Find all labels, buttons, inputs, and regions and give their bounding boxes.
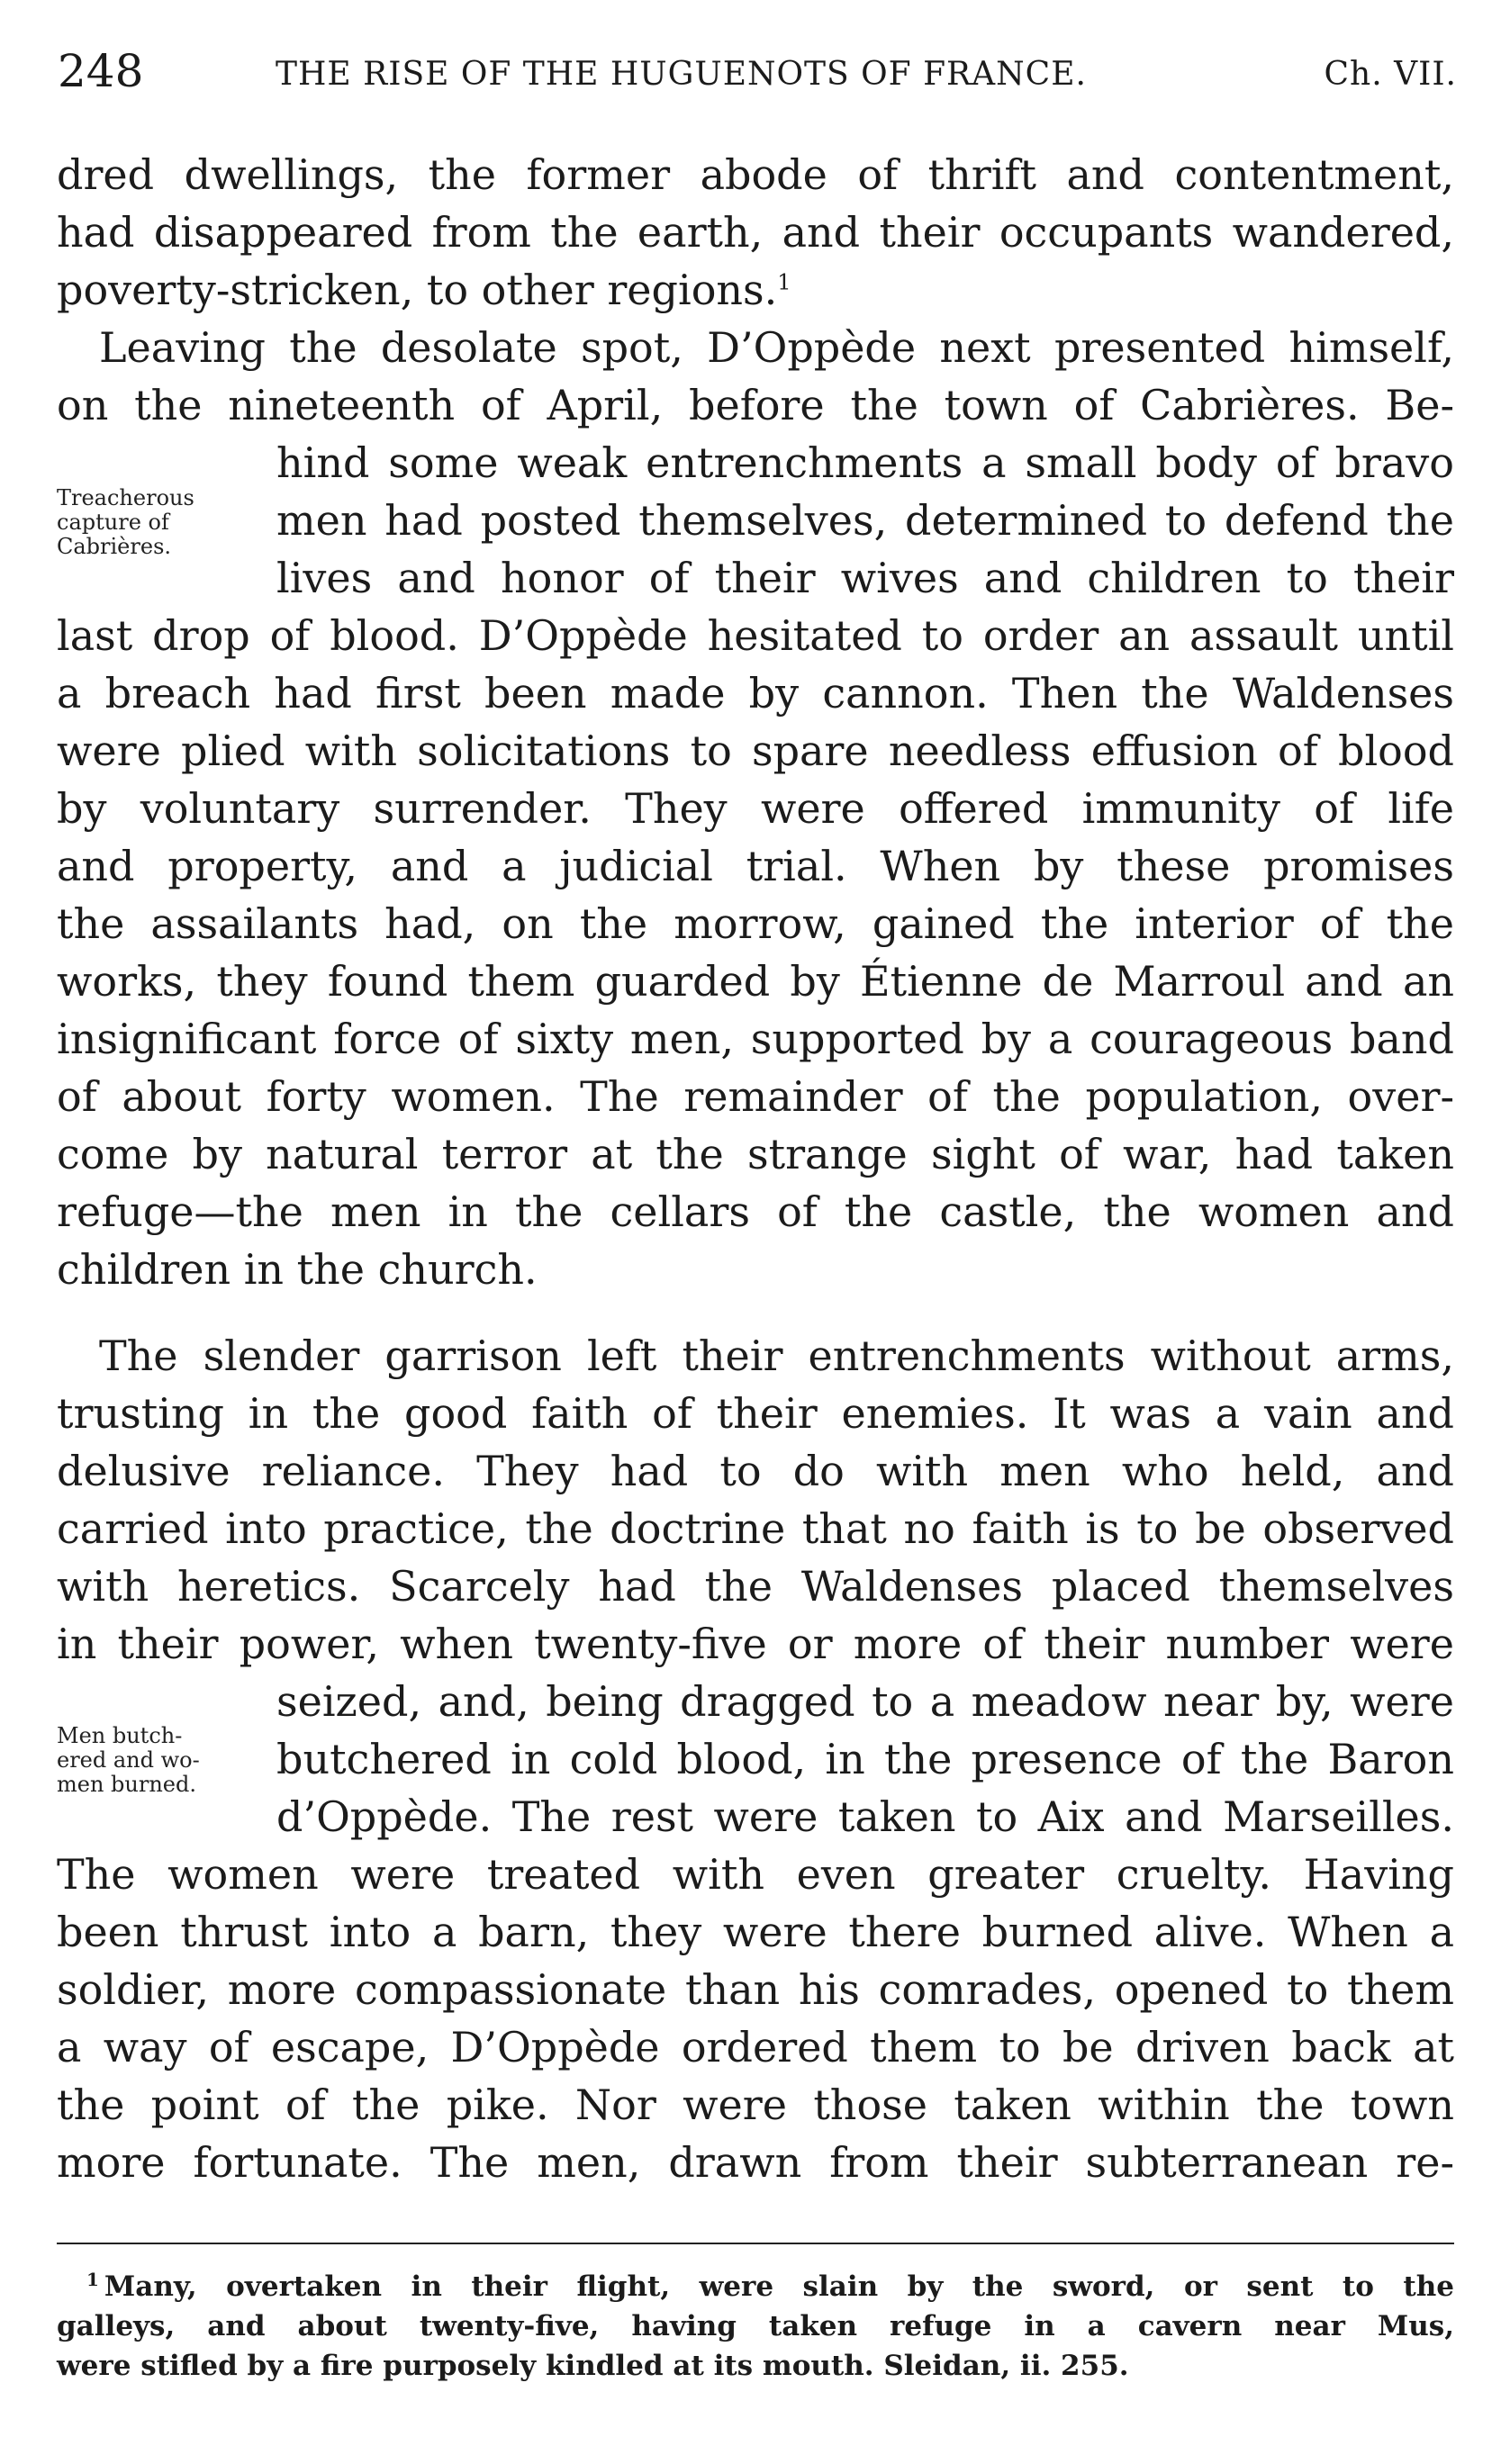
body-line: lives and honor of their wives and children to their xyxy=(276,554,1454,602)
body-line: The women were treated with even greater cruelty. Having xyxy=(57,1850,1454,1899)
body-line: and property, and a judicial trial. When by these promises xyxy=(57,842,1454,890)
body-line: delusive reliance. They had to do with men who held, and xyxy=(57,1447,1454,1495)
body-line: last drop of blood. D’Oppède hesitated to order an assault until xyxy=(57,611,1454,660)
body-line: trusting in the good faith of their enemies. It was a vain and xyxy=(57,1389,1454,1438)
body-line: a way of escape, D’Oppède ordered them to be driven back at xyxy=(57,2023,1454,2071)
footnote-line: were stifled by a fire purposely kindled at its mouth. Sleidan, ii. 255. xyxy=(57,2350,1129,2382)
footnote-line xyxy=(86,2267,1454,2306)
body-line: with heretics. Scarcely had the Waldenses placed themselves xyxy=(57,1562,1454,1611)
body-line: in their power, when twenty-five or more of their number were xyxy=(57,1620,1454,1668)
body-line: hind some weak entrenchments a small body of bravo xyxy=(276,438,1454,487)
footnote-reference: 1 xyxy=(777,269,791,295)
body-line: had disappeared from the earth, and their occupants wandered, xyxy=(57,208,1454,257)
body-line: dred dwellings, the former abode of thrift and contentment, xyxy=(57,150,1454,199)
margin-note: Treacherous capture of Cabrières. xyxy=(57,485,194,559)
body-line: works, they found them guarded by Étienne de Marroul and an xyxy=(57,957,1454,1006)
body-line: a breach had first been made by cannon. Then the Waldenses xyxy=(57,669,1454,718)
body-line: were plied with solicitations to spare needless effusion of blood xyxy=(57,727,1454,775)
body-line: of about forty women. The remainder of the population, over- xyxy=(57,1072,1454,1121)
body-line: on the nineteenth of April, before the town of Cabrières. Be- xyxy=(57,381,1454,429)
footnote-text: Many, overtaken in their flight, were slain by the sword, or sent to the xyxy=(104,2270,1454,2303)
running-head xyxy=(52,38,1457,101)
body-line: d’Oppède. The rest were taken to Aix and Marseilles. xyxy=(276,1792,1454,1841)
page-number: 248 xyxy=(58,45,144,97)
running-title: THE RISE OF THE HUGUENOTS OF FRANCE. xyxy=(276,56,1087,93)
footnote-line: galleys, and about twenty-five, having taken refuge in a cavern near Mus, xyxy=(57,2310,1454,2342)
body-line: refuge—the men in the cellars of the castle, the women and xyxy=(57,1187,1454,1236)
body-line: children in the church. xyxy=(57,1245,538,1294)
footnote-divider xyxy=(57,2243,1454,2244)
body-line xyxy=(57,261,1454,319)
body-line-text: poverty-stricken, to other regions. xyxy=(57,266,778,314)
chapter-label: Ch. VII. xyxy=(1324,56,1457,93)
body-line: the point of the pike. Nor were those taken within the town xyxy=(57,2080,1454,2129)
body-line: The slender garrison left their entrenchments without arms, xyxy=(99,1331,1454,1380)
body-line: men had posted themselves, determined to defend the xyxy=(276,496,1454,545)
body-line: more fortunate. The men, drawn from their subterranean re- xyxy=(57,2138,1454,2187)
body-line: by voluntary surrender. They were offered immunity of life xyxy=(57,784,1454,833)
body-line: been thrust into a barn, they were there burned alive. When a xyxy=(57,1908,1454,1956)
margin-note: Men butch- ered and wo- men burned. xyxy=(57,1723,200,1797)
body-line: soldier, more compassionate than his comrades, opened to them xyxy=(57,1965,1454,2014)
body-line: insignificant force of sixty men, supported by a courageous band xyxy=(57,1015,1454,1063)
body-line: seized, and, being dragged to a meadow near by, were xyxy=(276,1677,1454,1726)
footnote-marker: 1 xyxy=(86,2268,99,2290)
body-line: Leaving the desolate spot, D’Oppède next presented himself, xyxy=(99,323,1454,372)
body-line: the assailants had, on the morrow, gained the interior of the xyxy=(57,899,1454,948)
body-line: butchered in cold blood, in the presence of the Baron xyxy=(276,1735,1454,1783)
body-line: come by natural terror at the strange sight of war, had taken xyxy=(57,1130,1454,1178)
body-line: carried into practice, the doctrine that no faith is to be observed xyxy=(57,1504,1454,1553)
